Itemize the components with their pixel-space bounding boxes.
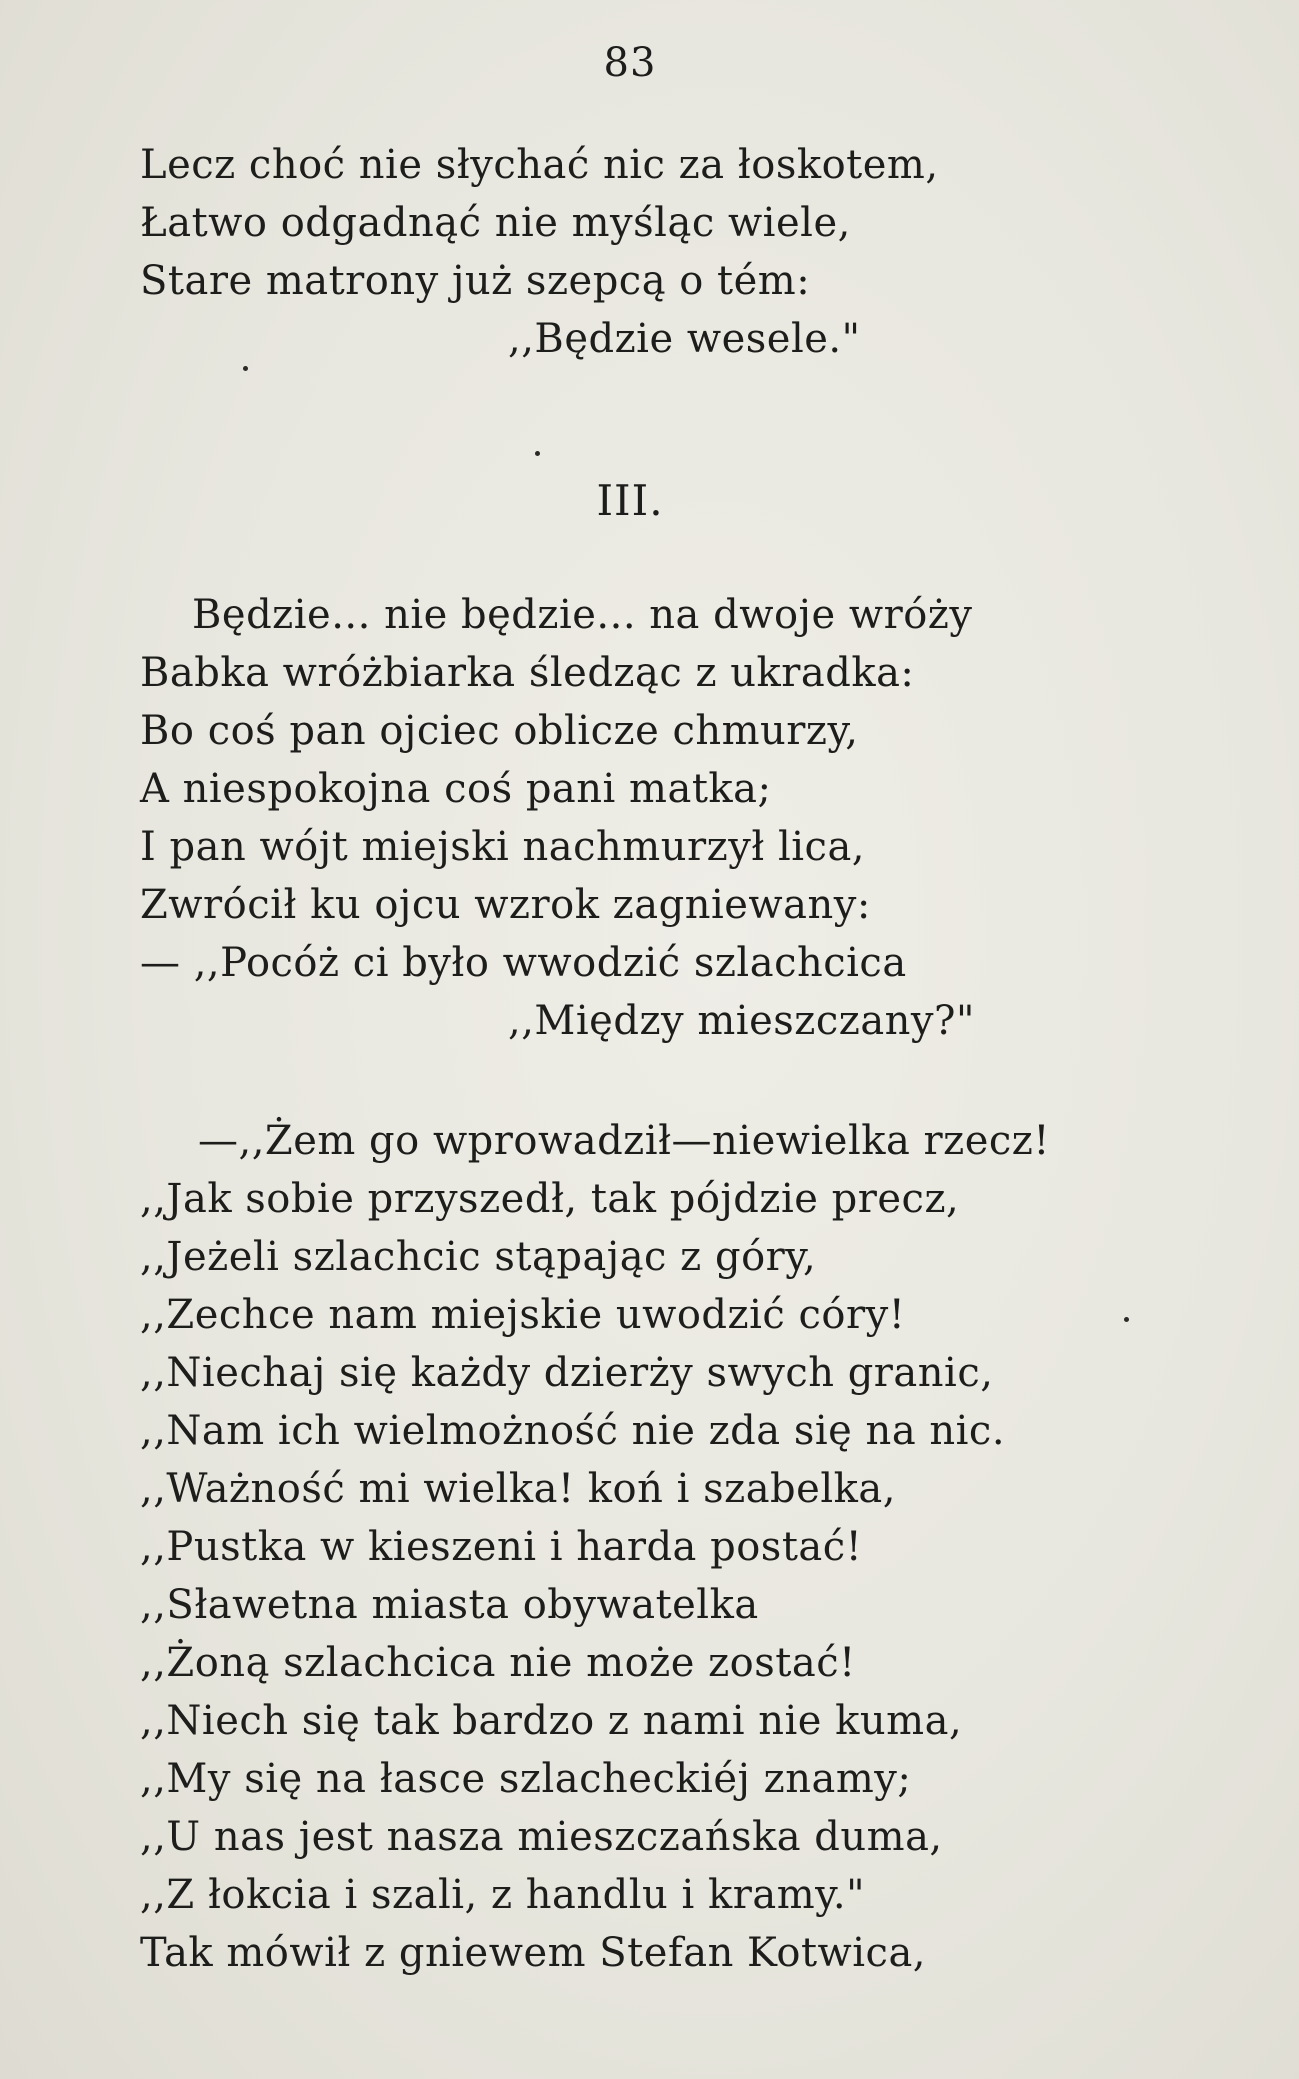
verse-line: Tak mówił z gniewem Stefan Kotwica, — [140, 1930, 927, 1976]
verse-line: ,,Będzie wesele." — [508, 316, 861, 362]
verse-line: ,,U nas jest nasza mieszczańska duma, — [140, 1814, 943, 1860]
stanza-2 — [140, 586, 975, 1050]
section-heading: III. — [596, 476, 664, 525]
verse-line: ,,Żoną szlachcica nie może zostać! — [140, 1640, 856, 1686]
verse-line: —,,Żem go wprowadził—niewielka rzecz! — [198, 1118, 1050, 1164]
verse-line: ,,Nam ich wielmożność nie zda się na nic. — [140, 1408, 1006, 1454]
verse-line: ,,Niechaj się każdy dzierży swych granic, — [140, 1350, 994, 1396]
verse-line: ,,Jeżeli szlachcic stąpając z góry, — [140, 1234, 817, 1280]
verse-line: Babka wróżbiarka śledząc z ukradka: — [140, 650, 915, 696]
verse-line: ,,Między mieszczany?" — [508, 998, 975, 1044]
verse-line: — ,,Pocóż ci było wwodzić szlachcica — [140, 940, 907, 986]
stanza-1 — [140, 136, 939, 368]
stanza-3 — [140, 1112, 1050, 1982]
ink-speck — [1124, 1317, 1129, 1322]
verse-line: I pan wójt miejski nachmurzył lica, — [140, 824, 866, 870]
verse-line: ,,Pustka w kieszeni i harda postać! — [140, 1524, 863, 1570]
verse-line: Lecz choć nie słychać nic za łoskotem, — [140, 142, 939, 188]
verse-line: Łatwo odgadnąć nie myśląc wiele, — [140, 200, 851, 246]
verse-line: A niespokojna coś pani matka; — [140, 766, 772, 812]
verse-line: ,,Jak sobie przyszedł, tak pójdzie precz, — [140, 1176, 960, 1222]
verse-line: ,,Sławetna miasta obywatelka — [140, 1582, 759, 1628]
verse-line: Stare matrony już szepcą o tém: — [140, 258, 811, 304]
verse-line: ,,My się na łasce szlacheckiéj znamy; — [140, 1756, 912, 1802]
page-number: 83 — [603, 40, 657, 86]
ink-speck — [243, 366, 248, 371]
ink-speck — [535, 451, 540, 456]
verse-line: ,,Ważność mi wielka! koń i szabelka, — [140, 1466, 896, 1512]
verse-line: ,,Niech się tak bardzo z nami nie kuma, — [140, 1698, 963, 1744]
verse-line: ,,Zechce nam miejskie uwodzić córy! — [140, 1292, 906, 1338]
verse-line: ,,Z łokcia i szali, z handlu i kramy." — [140, 1872, 866, 1918]
verse-line: Zwrócił ku ojcu wzrok zagniewany: — [140, 882, 871, 928]
verse-line: Będzie... nie będzie... na dwoje wróży — [192, 592, 973, 638]
verse-line: Bo coś pan ojciec oblicze chmurzy, — [140, 708, 859, 754]
